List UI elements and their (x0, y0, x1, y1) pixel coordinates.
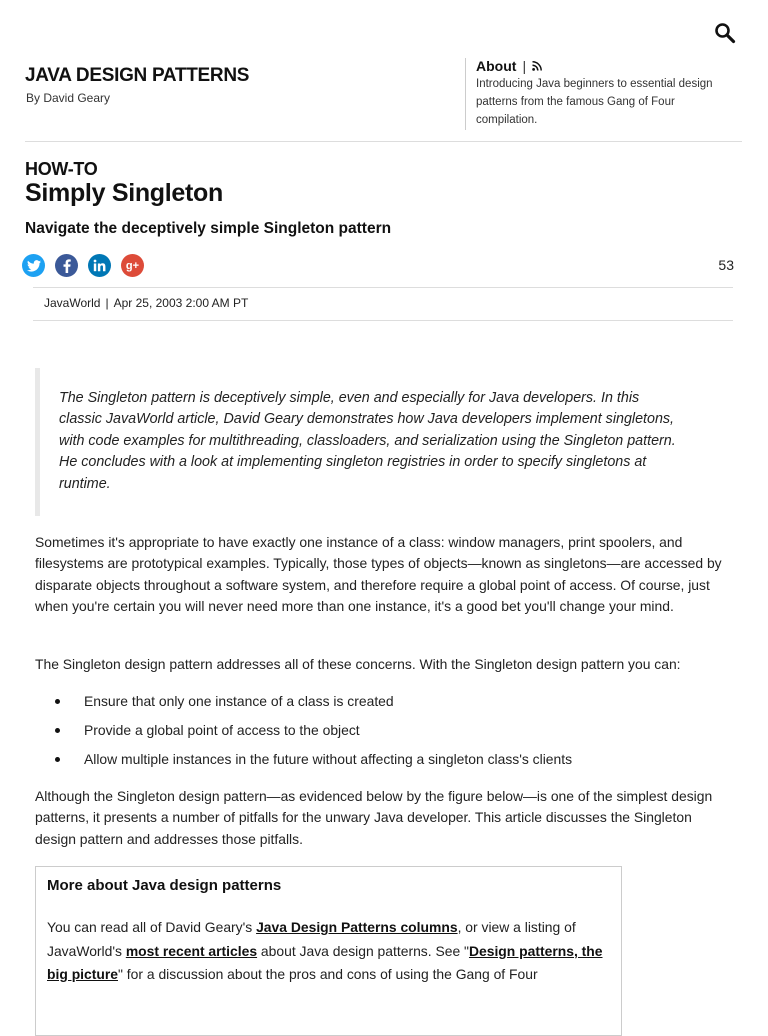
publish-date: Apr 25, 2003 2:00 AM PT (113, 296, 249, 310)
about-row (476, 58, 732, 74)
twitter-icon[interactable] (22, 254, 45, 277)
list-item: Provide a global point of access to the object (55, 719, 572, 748)
linkedin-icon[interactable] (88, 254, 111, 277)
related-sidebar (35, 866, 622, 1036)
facebook-icon[interactable] (55, 254, 78, 277)
google-plus-icon[interactable]: g+ (121, 254, 144, 277)
article-kicker-link[interactable]: HOW-TO (25, 159, 98, 179)
sidebar-text (47, 916, 610, 987)
share-count: 53 (718, 257, 734, 273)
about-link[interactable]: About (476, 58, 517, 74)
magnifier-icon (714, 22, 736, 44)
meta-separator: | (105, 296, 109, 310)
article-meta (33, 287, 733, 321)
rss-icon[interactable] (532, 61, 542, 71)
list-item: Ensure that only one instance of a class is created (55, 690, 572, 719)
pull-quote: The Singleton pattern is deceptively simple, even and especially for Java developers. In this classic JavaWorld article, David Geary demonstrates how Java developers implement singletons, with code examples for multithreading, classloaders, and serialization using the Singleton pattern. He concludes with a look at implementing singleton registries in order to specify singletons at runtime. (35, 368, 683, 516)
blog-header (25, 56, 742, 142)
body-paragraph-3: Although the Singleton design pattern—as evidenced below by the figure below—is one of the simplest design patterns, it presents a number of pitfalls for the unwary Java developer. This article discusses the Singleton design pattern and addresses those pitfalls. (35, 788, 713, 847)
recent-articles-link[interactable]: most recent articles (125, 942, 258, 959)
body-paragraph-2: The Singleton design pattern addresses all of these concerns. With the Singleton design pattern you can: (35, 656, 681, 672)
blog-description: Introducing Java beginners to essential design patterns from the famous Gang of Four compilation. (476, 78, 713, 126)
about-separator: | (522, 58, 527, 74)
blog-title-link[interactable]: JAVA DESIGN PATTERNS (25, 65, 250, 86)
list-item: Allow multiple instances in the future without affecting a singleton class's clients (55, 748, 572, 777)
search-button[interactable] (714, 22, 736, 44)
sidebar-title: More about Java design patterns (47, 877, 282, 894)
blog-byline: By David Geary (26, 91, 111, 105)
article-title: Simply Singleton (25, 179, 223, 207)
share-bar (22, 254, 144, 277)
article-subtitle: Navigate the deceptively simple Singleton pattern (25, 220, 392, 237)
big-picture-link[interactable]: Design patterns, the big picture (47, 942, 603, 982)
body-paragraph-1: Sometimes it's appropriate to have exactly one instance of a class: window managers, print spoolers, and filesystems are prototypical examples. Typically, those types of objects—known as singletons—are accessed by disparate objects throughout a software system, and therefore require a global point of access. Of course, just when you're certain you will never need more than one instance, it's a good bet you'll change your mind. (35, 534, 722, 615)
sidebar-text-part: , or view a listing of JavaWorld's (47, 919, 576, 959)
benefits-list (55, 690, 572, 777)
source-link[interactable]: JavaWorld (44, 296, 101, 310)
blog-about-panel (465, 58, 732, 130)
sidebar-text-part: " for a discussion about the pros and cons of using the Gang of Four (118, 966, 538, 982)
design-patterns-columns-link[interactable]: Java Design Patterns columns (256, 919, 458, 935)
sidebar-text-part: about Java design patterns. See " (257, 942, 469, 959)
sidebar-text-part: You can read all of David Geary's (47, 919, 257, 935)
